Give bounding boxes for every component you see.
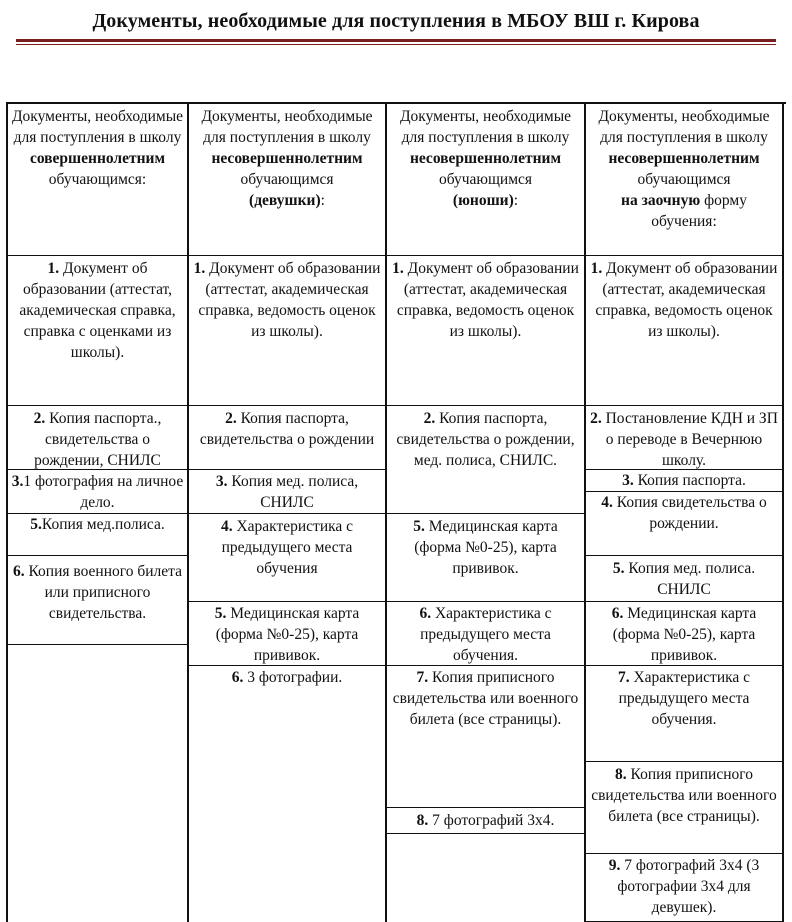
list-item: 1. Документ об образовании (аттестат, академическая справка, ведомость оценок из школы). xyxy=(586,256,782,406)
column-minors-boys xyxy=(385,102,584,922)
list-item: 8. 7 фотографий 3х4. xyxy=(387,808,584,834)
header-text: обучающимся: xyxy=(48,171,147,188)
list-item: 2. Копия паспорта, свидетельства о рождении, мед. полиса, СНИЛС. xyxy=(387,406,584,514)
list-item: 7. Копия приписного свидетельства или военного билета (все страницы). xyxy=(387,666,584,808)
column-minors-girls xyxy=(187,102,385,922)
page-title: Документы, необходимые для поступления в МБОУ ВШ г. Кирова xyxy=(92,10,700,32)
list-item: 2. Копия паспорта, свидетельства о рождении xyxy=(189,406,385,470)
list-item: 8. Копия приписного свидетельства или военного билета (все страницы). xyxy=(586,762,782,854)
list-item: 2. Постановление КДН и ЗП о переводе в Вечернюю школу. xyxy=(586,406,782,470)
list-item: 7. Характеристика с предыдущего места обучения. xyxy=(586,666,782,762)
list-item: 5. Медицинская карта (форма №0-25), карта прививок. xyxy=(387,514,584,602)
list-item: 6. Медицинская карта (форма №0-25), карта прививок. xyxy=(586,602,782,666)
column-header xyxy=(8,106,187,256)
list-item: 1. Документ об образовании (аттестат, академическая справка, справка с оценками из школы). xyxy=(8,256,187,406)
header-bold: совершеннолетним xyxy=(29,150,166,167)
list-item: 6. Копия военного билета или приписного свидетельства. xyxy=(8,556,187,645)
list-item: 9. 7 фотографий 3х4 (3 фотографии 3х4 для девушек). xyxy=(586,854,782,922)
column-minors-correspondence xyxy=(584,102,784,922)
list-item: 6. Характеристика с предыдущего места обучения. xyxy=(387,602,584,666)
column-header: Документы, необходимые для поступления в школу несовершеннолетним обучающимся на заочную форму обучения: xyxy=(586,106,782,256)
column-header: Документы, необходимые для поступления в школу несовершеннолетним обучающимся (юноши): xyxy=(387,106,584,256)
list-item: 6. 3 фотографии. xyxy=(231,669,343,686)
list-item: 5. Копия мед. полиса. СНИЛС xyxy=(586,556,782,602)
list-item: 3. Копия мед. полиса, СНИЛС xyxy=(189,470,385,514)
list-item: 2. Копия паспорта., свидетельства о рождении, СНИЛС xyxy=(8,406,187,470)
list-item: 1. Документ об образовании (аттестат, академическая справка, ведомость оценок из школы). xyxy=(189,256,385,406)
title-underline xyxy=(16,39,776,42)
list-item: 4. Копия свидетельства о рождении. xyxy=(586,492,782,556)
list-item: 4. Характеристика с предыдущего места обучения xyxy=(189,514,385,602)
header-text: Документы, необходимые для поступления в школу xyxy=(11,108,184,146)
list-item: 5.Копия мед.полиса. xyxy=(8,514,187,556)
title-underline-thin xyxy=(16,44,776,45)
list-item: 1. Документ об образовании (аттестат, академическая справка, ведомость оценок из школы). xyxy=(387,256,584,406)
column-adults xyxy=(6,102,187,922)
list-item: 5. Медицинская карта (форма №0-25), карта прививок. xyxy=(189,602,385,666)
list-item: 3. Копия паспорта. xyxy=(586,470,782,492)
list-item: 3.1 фотография на личное дело. xyxy=(8,470,187,514)
column-header: Документы, необходимые для поступления в школу несовершеннолетним обучающимся (девушки): xyxy=(189,106,385,256)
